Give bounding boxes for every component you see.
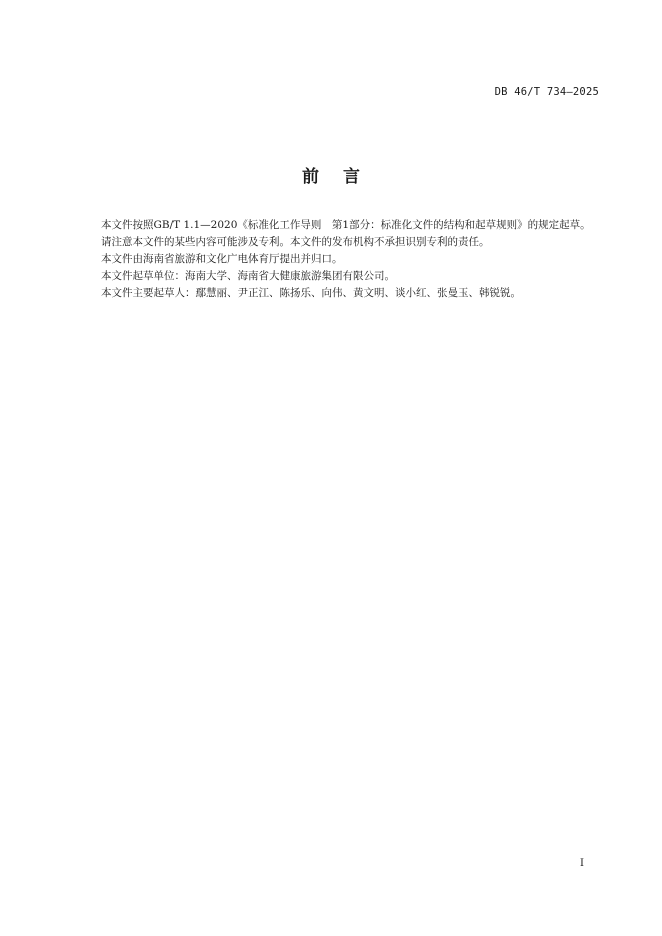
paragraph-main-drafters: 本文件主要起草人：鄢慧丽、尹正江、陈扬乐、向伟、黄文明、谈小红、张曼玉、韩锐锐。 <box>101 287 521 299</box>
foreword-body <box>80 217 600 302</box>
paragraph-drafting-units: 本文件起草单位：海南大学、海南省大健康旅游集团有限公司。 <box>101 270 395 282</box>
paragraph-patent-notice: 请注意本文件的某些内容可能涉及专利。本文件的发布机构不承担识别专利的责任。 <box>101 236 490 248</box>
page-title: 前言 <box>302 167 384 187</box>
paragraph-proposer: 本文件由海南省旅游和文化广电体育厅提出并归口。 <box>101 253 343 265</box>
paragraph-drafting-basis: 本文件按照GB/T 1.1—2020《标准化工作导则 第1部分：标准化文件的结构和起草规则》的规定起草。 <box>101 219 591 231</box>
page-number: I <box>580 858 584 869</box>
document-code: DB 46/T 734—2025 <box>494 86 599 98</box>
